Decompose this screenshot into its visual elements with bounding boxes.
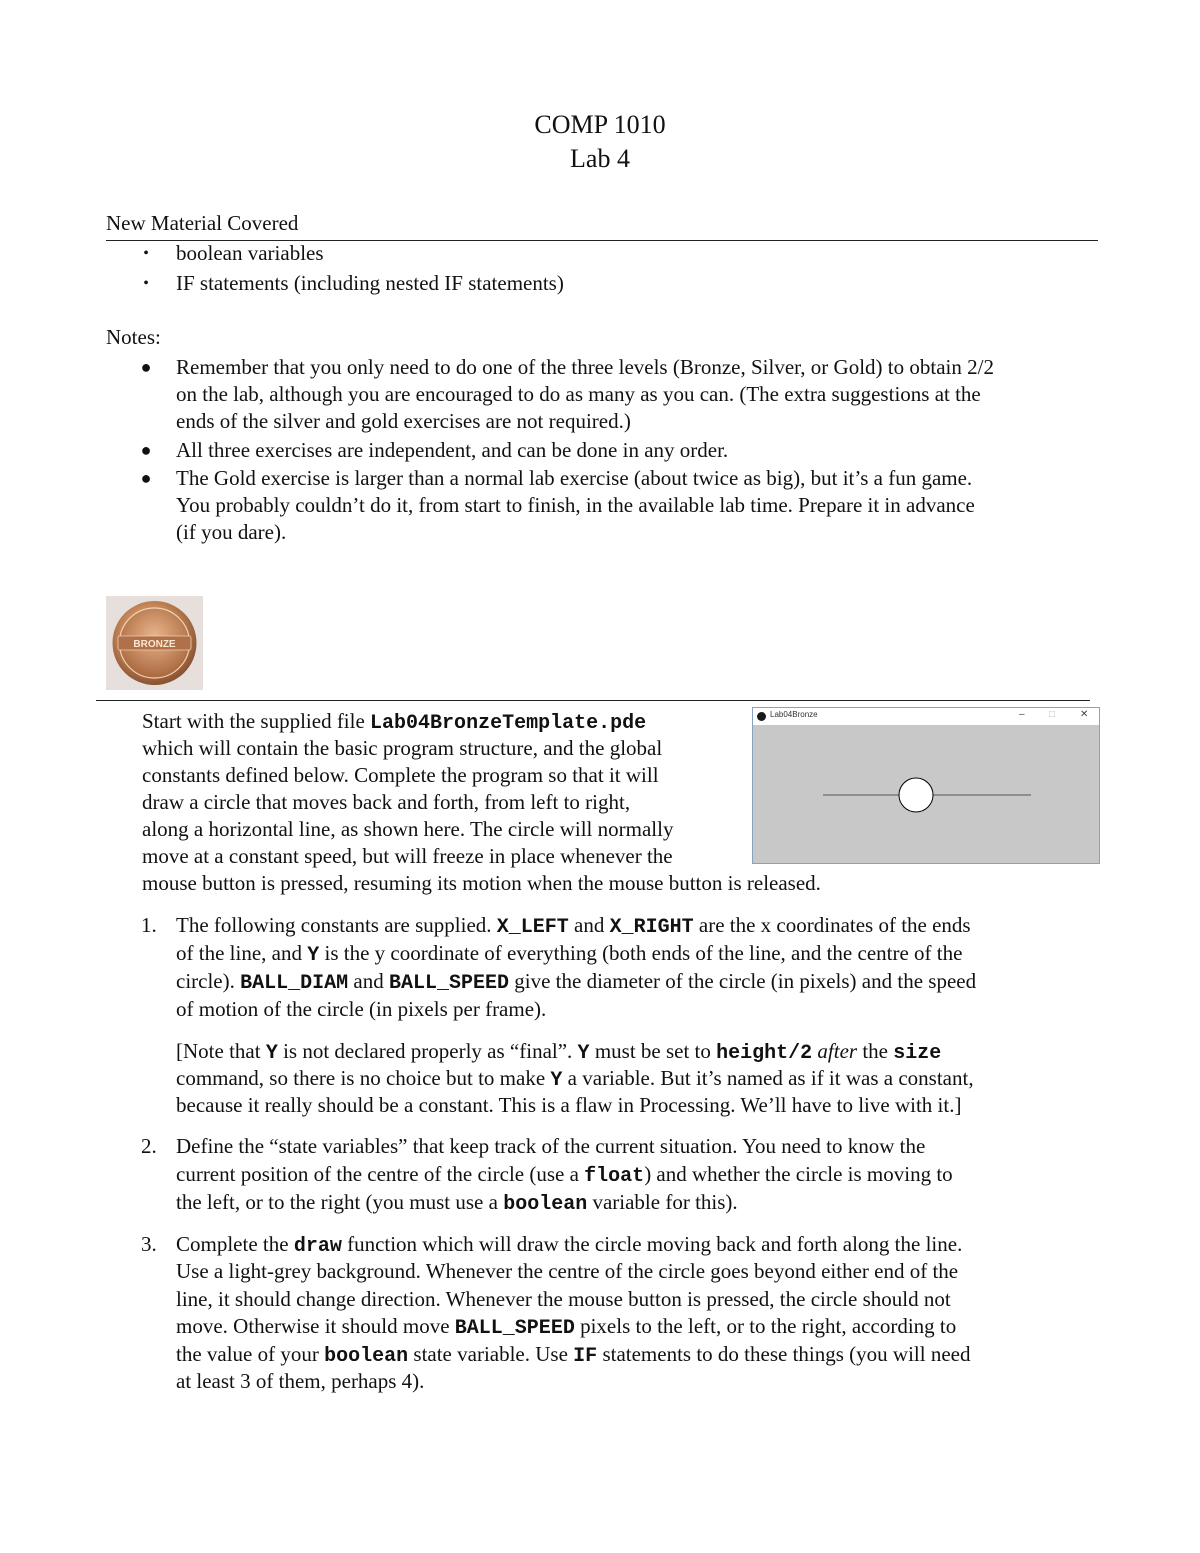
- step-line: The following constants are supplied. X_LEFT and X_RIGHT are the x coordinates of the ends: [176, 913, 971, 939]
- step-line: Define the “state variables” that keep track of the current situation. You need to know the: [176, 1134, 926, 1158]
- step-line: current position of the centre of the circle (use a float) and whether the circle is moving to: [176, 1162, 953, 1188]
- step-line: of motion of the circle (in pixels per frame).: [176, 997, 547, 1021]
- bullet: ●: [140, 468, 152, 488]
- maximize-icon: □: [1049, 709, 1056, 720]
- step-line: at least 3 of them, perhaps 4).: [176, 1369, 425, 1393]
- note-line: ends of the silver and gold exercises are not required.): [176, 409, 631, 433]
- step-line: move. Otherwise it should move BALL_SPEED pixels to the left, or to the right, according to: [176, 1314, 957, 1340]
- intro-line: draw a circle that moves back and forth, from left to right,: [142, 790, 631, 814]
- section-rule: [96, 700, 1090, 701]
- step-number: 2.: [141, 1134, 157, 1158]
- lab04bronze-window: [752, 707, 1100, 864]
- window-titlebar: [753, 708, 1099, 725]
- note-block-line: [Note that Y is not declared properly as “final”. Y must be set to height/2 after the size: [176, 1039, 942, 1065]
- material-item: IF statements (including nested IF statements): [176, 271, 564, 295]
- note-line: on the lab, although you are encouraged to do as many as you can. (The extra suggestions at the: [176, 382, 981, 406]
- step-line: Use a light-grey background. Whenever the centre of the circle goes beyond either end of the: [176, 1259, 959, 1283]
- notes-heading: Notes:: [106, 325, 161, 349]
- note-line: All three exercises are independent, and can be done in any order.: [176, 438, 729, 462]
- step-number: 3.: [141, 1232, 157, 1256]
- intro-line: move at a constant speed, but will freeze in place whenever the: [142, 844, 673, 868]
- step-line: of the line, and Y is the y coordinate of everything (both ends of the line, and the centre of the: [176, 941, 963, 967]
- intro-line: mouse button is pressed, resuming its motion when the mouse button is released.: [142, 871, 821, 895]
- bronze-medal: [106, 596, 203, 690]
- filename-code: Lab04BronzeTemplate.pde: [370, 712, 647, 735]
- bullet: ●: [140, 357, 152, 377]
- lab-title: Lab 4: [570, 144, 630, 173]
- close-icon: ✕: [1080, 709, 1089, 720]
- material-heading: New Material Covered: [106, 211, 299, 235]
- note-block-line: command, so there is no choice but to make Y a variable. But it’s named as if it was a constant,: [176, 1066, 974, 1092]
- bullet: •: [143, 275, 149, 292]
- bullet: ●: [140, 440, 152, 460]
- course-title: COMP 1010: [534, 110, 666, 139]
- step-line: circle). BALL_DIAM and BALL_SPEED give the diameter of the circle (in pixels) and the speed: [176, 969, 977, 995]
- step-number: 1.: [141, 913, 157, 937]
- ball-circle: [899, 778, 933, 812]
- intro-line: constants defined below. Complete the program so that it will: [142, 763, 659, 787]
- intro-line: along a horizontal line, as shown here. The circle will normally: [142, 817, 674, 841]
- minimize-icon: –: [1019, 709, 1025, 720]
- note-line: The Gold exercise is larger than a normal lab exercise (about twice as big), but it’s a fun game.: [176, 466, 973, 490]
- note-line: Remember that you only need to do one of the three levels (Bronze, Silver, or Gold) to obtain 2/2: [176, 355, 994, 379]
- step-line: the left, or to the right (you must use a boolean variable for this).: [176, 1190, 738, 1216]
- intro-line: which will contain the basic program structure, and the global: [142, 736, 663, 760]
- bullet: •: [143, 245, 149, 262]
- processing-icon: [757, 712, 766, 721]
- step-line: Complete the draw function which will draw the circle moving back and forth along the line.: [176, 1232, 963, 1258]
- step-line: line, it should change direction. Whenever the mouse button is pressed, the circle should not: [176, 1287, 951, 1311]
- note-line: You probably couldn’t do it, from start to finish, in the available lab time. Prepare it in advance: [176, 493, 975, 517]
- step-line: the value of your boolean state variable. Use IF statements to do these things (you will need: [176, 1342, 971, 1368]
- svg-text:BRONZE: BRONZE: [133, 639, 176, 650]
- window-title: Lab04Bronze: [770, 710, 818, 719]
- note-line: (if you dare).: [176, 520, 287, 544]
- note-block-line: because it really should be a constant. This is a flaw in Processing. We’ll have to live with it.]: [176, 1093, 962, 1117]
- material-item: boolean variables: [176, 241, 324, 265]
- intro-line: Start with the supplied file Lab04BronzeTemplate.pde: [142, 709, 647, 735]
